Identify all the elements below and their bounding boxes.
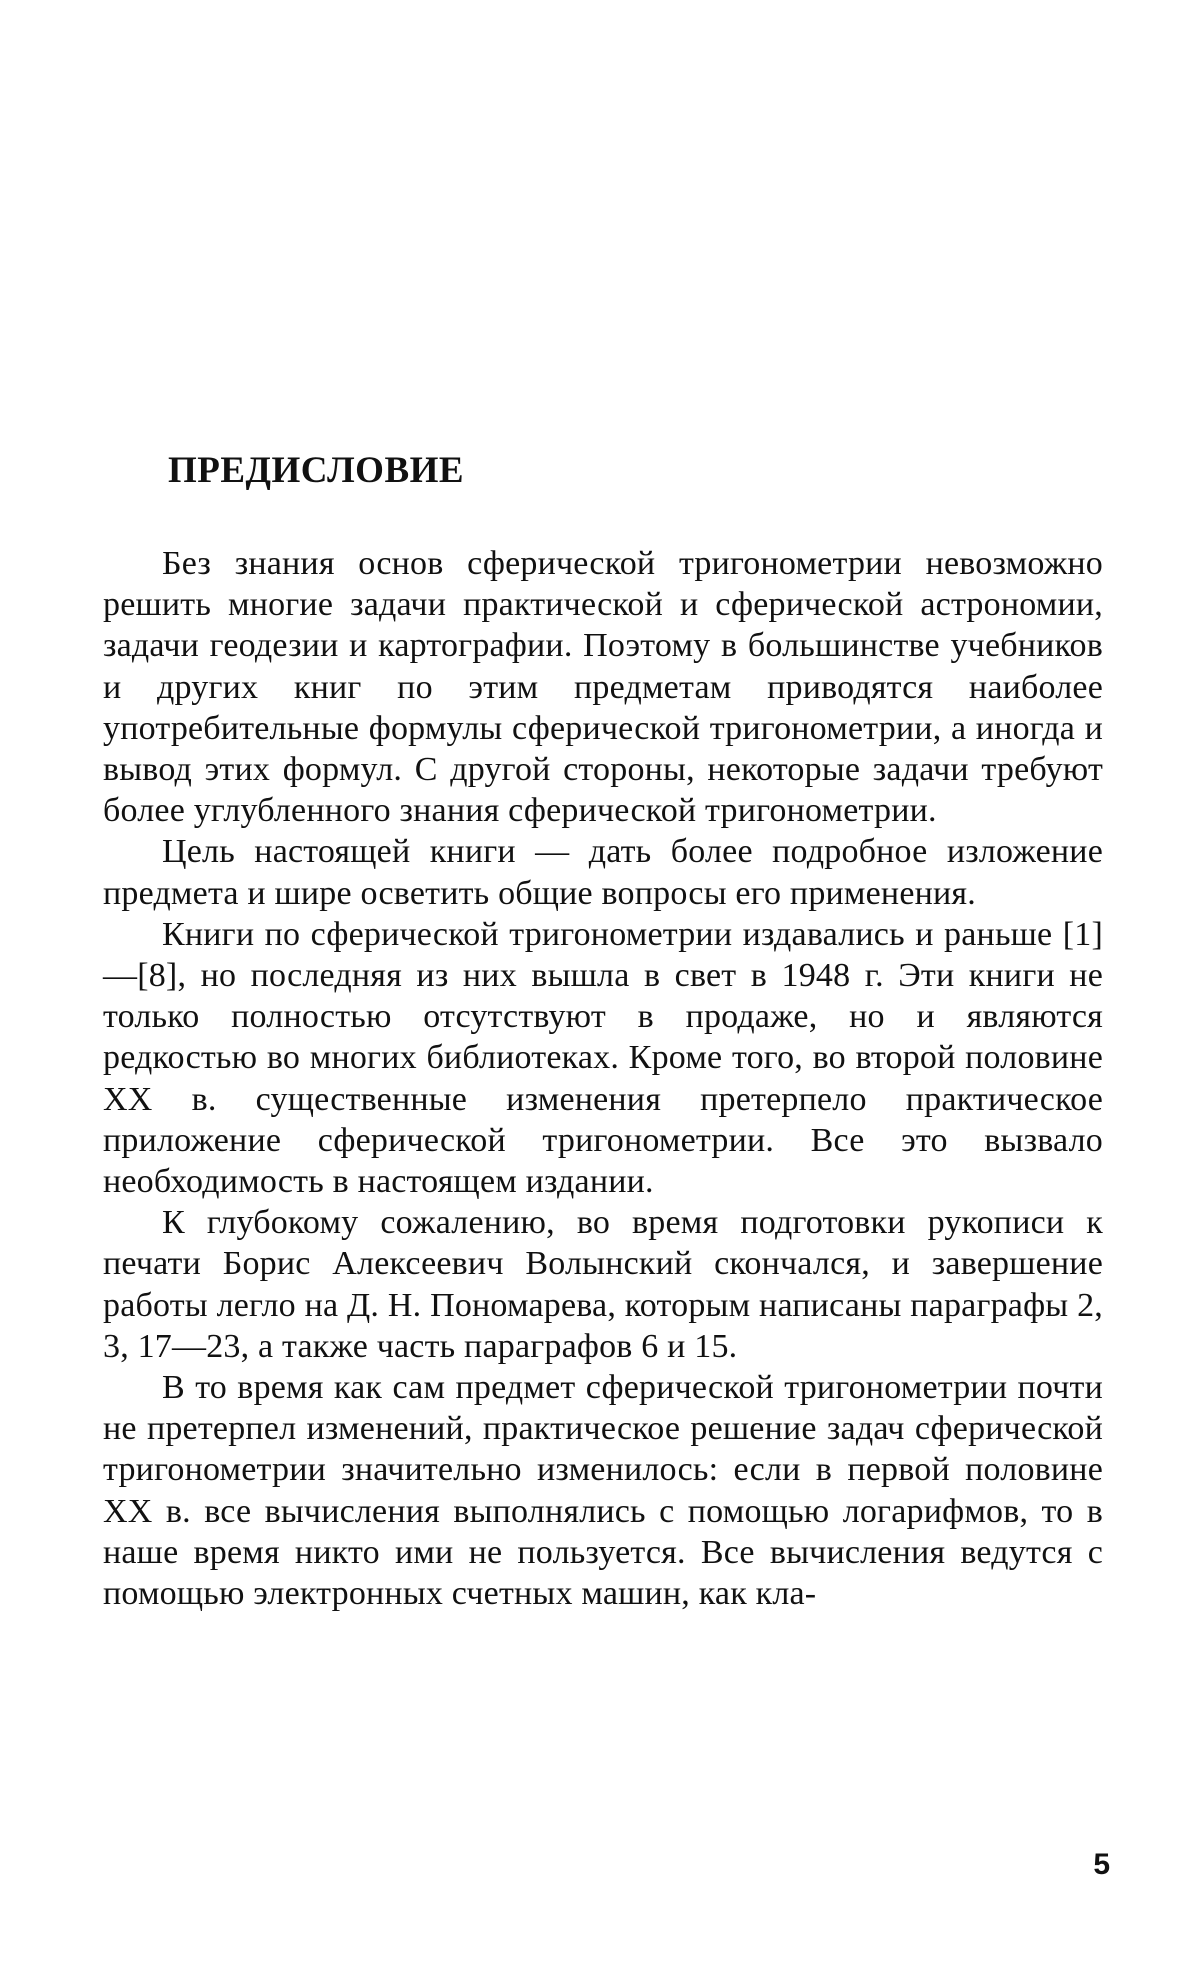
paragraph: Без знания основ сферической тригонометрии невозможно решить многие задачи практической и сферической астрономии, задачи геодезии и картографии. Поэтому в большинстве учебников и других книг по этим предметам приводятся наиболее употребительные формулы сферической тригонометрии, а иногда и вывод этих формул. С другой стороны, некоторые задачи требуют более углубленного знания сферической тригонометрии. xyxy=(103,545,1103,830)
chapter-heading: ПРЕДИСЛОВИЕ xyxy=(168,450,465,491)
paragraph: Книги по сферической тригонометрии издавались и раньше [1]—[8], но последняя из них вышла в свет в 1948 г. Эти книги не только полностью отсутствуют в продаже, но и являются редкостью во многих библиотеках. Кроме того, во второй половине XX в. существенные изменения претерпело практическое приложение сферической тригонометрии. Все это вызвало необходимость в настоящем издании. xyxy=(103,915,1103,1201)
paragraph: Цель настоящей книги — дать более подробное изложение предмета и шире осветить общие вопросы его применения. xyxy=(103,833,1103,912)
preface-body xyxy=(103,543,1103,1614)
paragraph: В то время как сам предмет сферической тригонометрии почти не претерпел изменений, практическое решение задач сферической тригонометрии значительно изменилось: если в первой половине XX в. все вычисления выполнялись с помощью логарифмов, то в наше время никто ими не пользуется. Все вычисления ведутся с помощью электронных счетных машин, как кла- xyxy=(103,1369,1103,1613)
paragraph: К глубокому сожалению, во время подготовки рукописи к печати Борис Алексеевич Волынский скончался, и завершение работы легло на Д. Н. Пономарева, которым написаны параграфы 2, 3, 17—23, а также часть параграфов 6 и 15. xyxy=(103,1204,1103,1365)
page-number: 5 xyxy=(1093,1848,1110,1881)
